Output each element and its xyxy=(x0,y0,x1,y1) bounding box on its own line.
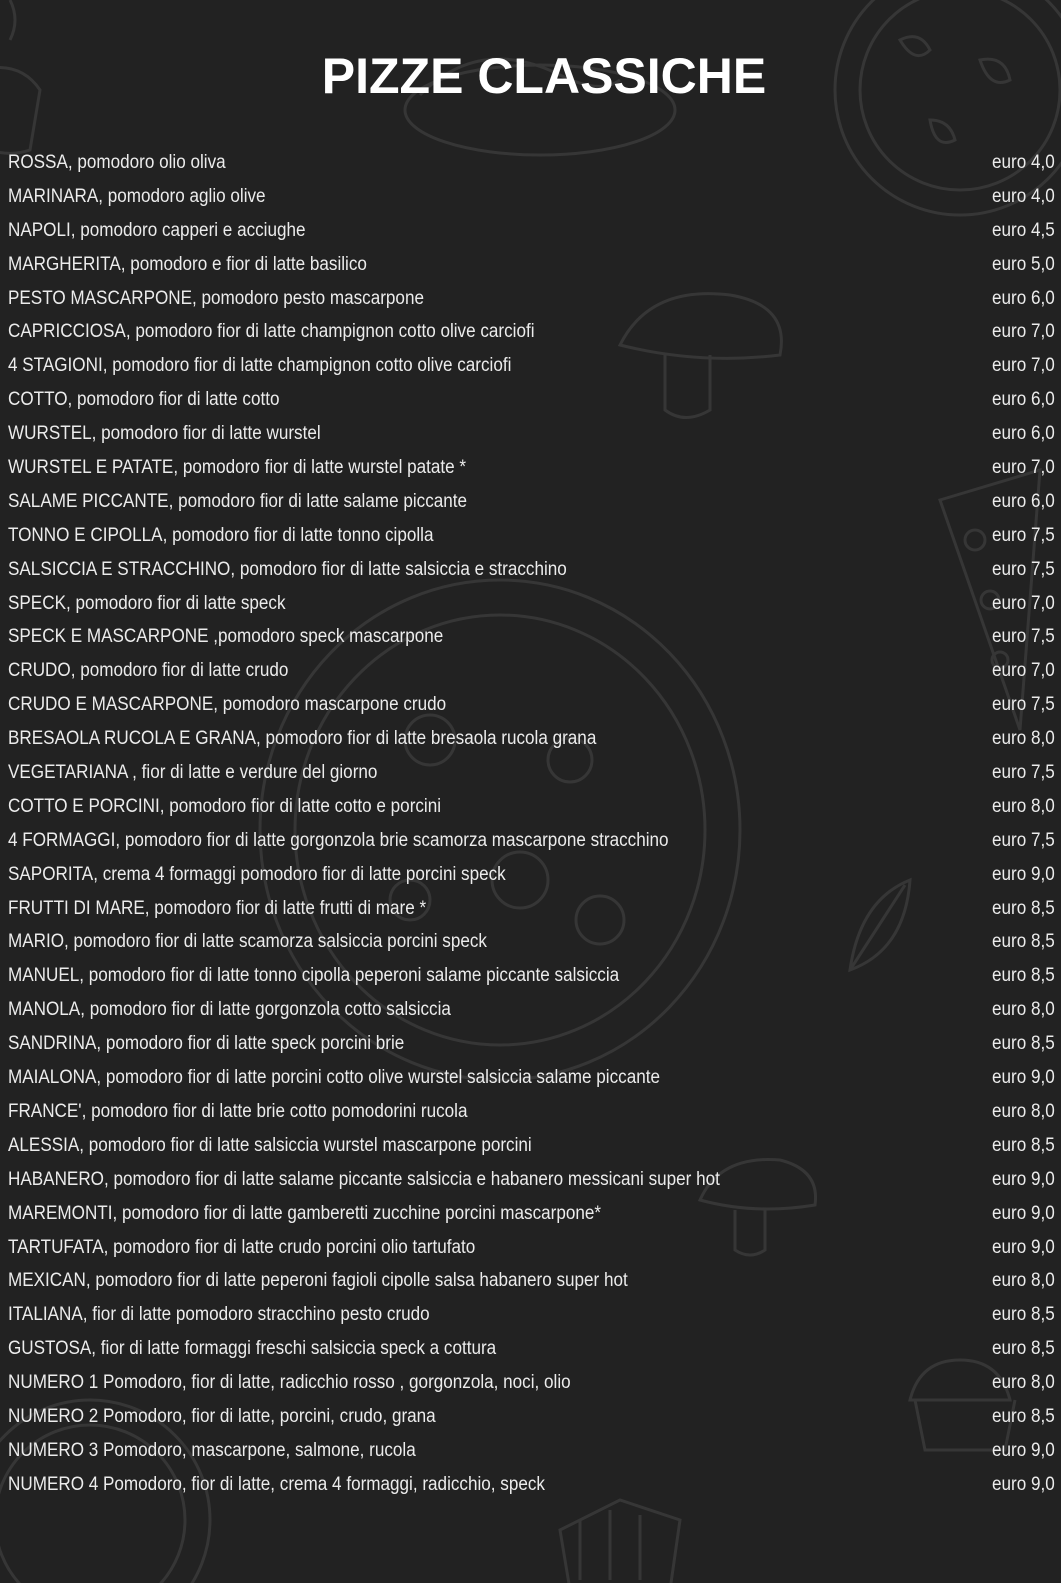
menu-item-description: TARTUFATA, pomodoro fior di latte crudo porcini olio tartufato xyxy=(8,1236,476,1258)
menu-item-description: MANOLA, pomodoro fior di latte gorgonzola cotto salsiccia xyxy=(8,999,451,1021)
menu-item xyxy=(8,1095,1061,1129)
menu-item-price: euro 7,5 xyxy=(992,694,1055,716)
menu-item-description: FRANCE', pomodoro fior di latte brie cotto pomodorini rucola xyxy=(8,1100,468,1122)
menu-item-price: euro 8,0 xyxy=(992,999,1055,1021)
menu-item xyxy=(8,553,1061,587)
menu-item-description: MEXICAN, pomodoro fior di latte peperoni fagioli cipolle salsa habanero super hot xyxy=(8,1270,628,1292)
menu-item xyxy=(8,282,1061,316)
menu-item-description: CRUDO E MASCARPONE, pomodoro mascarpone crudo xyxy=(8,694,447,716)
menu-item xyxy=(8,349,1061,383)
menu-item xyxy=(8,892,1061,926)
menu-item-price: euro 7,5 xyxy=(992,762,1055,784)
menu-item-price: euro 4,0 xyxy=(992,152,1055,173)
menu-item xyxy=(8,315,1061,349)
page-title: PIZZE CLASSICHE xyxy=(321,47,767,104)
menu-item-description: MARGHERITA, pomodoro e fior di latte basilico xyxy=(8,253,367,275)
menu-item-description: WURSTEL E PATATE, pomodoro fior di latte wurstel patate * xyxy=(8,457,467,479)
menu-item-description: FRUTTI DI MARE, pomodoro fior di latte frutti di mare * xyxy=(8,897,427,919)
menu-item xyxy=(8,925,1061,959)
menu-item xyxy=(8,180,1061,214)
menu-list xyxy=(8,146,1061,1502)
menu-item-description: MAREMONTI, pomodoro fior di latte gamberetti zucchine porcini mascarpone* xyxy=(8,1202,602,1224)
menu-item xyxy=(8,1061,1061,1095)
menu-item xyxy=(8,1197,1061,1231)
menu-item xyxy=(8,519,1061,553)
menu-item xyxy=(8,756,1061,790)
menu-item-description: NUMERO 4 Pomodoro, fior di latte, crema 4 formaggi, radicchio, speck xyxy=(8,1473,545,1495)
menu-item-description: 4 FORMAGGI, pomodoro fior di latte gorgonzola brie scamorza mascarpone stracchino xyxy=(8,829,669,851)
menu-item-price: euro 7,0 xyxy=(992,457,1055,479)
menu-item-description: CAPRICCIOSA, pomodoro fior di latte champignon cotto olive carciofi xyxy=(8,321,535,343)
menu-item-price: euro 7,0 xyxy=(992,321,1055,343)
menu-item-description: SAPORITA, crema 4 formaggi pomodoro fior di latte porcini speck xyxy=(8,863,506,885)
menu-item-price: euro 7,5 xyxy=(992,524,1055,546)
menu-item-description: NUMERO 3 Pomodoro, mascarpone, salmone, rucola xyxy=(8,1439,416,1461)
menu-item xyxy=(8,1264,1061,1298)
menu-item-description: PESTO MASCARPONE, pomodoro pesto mascarpone xyxy=(8,287,424,309)
menu-item-description: 4 STAGIONI, pomodoro fior di latte champignon cotto olive carciofi xyxy=(8,355,512,377)
menu-item-price: euro 9,0 xyxy=(992,1202,1055,1224)
menu-item-price: euro 8,5 xyxy=(992,931,1055,953)
menu-item xyxy=(8,858,1061,892)
menu-item xyxy=(8,383,1061,417)
menu-item xyxy=(8,1468,1061,1502)
menu-item xyxy=(8,1332,1061,1366)
menu-item-price: euro 6,0 xyxy=(992,389,1055,411)
menu-item-description: ITALIANA, fior di latte pomodoro stracchino pesto crudo xyxy=(8,1304,430,1326)
menu-item xyxy=(8,654,1061,688)
menu-item-description: COTTO E PORCINI, pomodoro fior di latte cotto e porcini xyxy=(8,795,442,817)
menu-item-price: euro 8,5 xyxy=(992,1033,1055,1055)
menu-item-price: euro 8,5 xyxy=(992,1134,1055,1156)
menu-item-price: euro 8,5 xyxy=(992,1304,1055,1326)
menu-item xyxy=(8,722,1061,756)
menu-item-price: euro 8,0 xyxy=(992,1372,1055,1394)
menu-item-description: SALAME PICCANTE, pomodoro fior di latte salame piccante xyxy=(8,490,468,512)
menu-item-description: TONNO E CIPOLLA, pomodoro fior di latte tonno cipolla xyxy=(8,524,434,546)
menu-item-price: euro 8,0 xyxy=(992,728,1055,750)
menu-item-description: MARIO, pomodoro fior di latte scamorza salsiccia porcini speck xyxy=(8,931,487,953)
menu-item xyxy=(8,993,1061,1027)
menu-item-price: euro 8,0 xyxy=(992,1270,1055,1292)
menu-item xyxy=(8,485,1061,519)
menu-item-price: euro 7,0 xyxy=(992,355,1055,377)
menu-item-price: euro 8,0 xyxy=(992,795,1055,817)
menu-item xyxy=(8,1129,1061,1163)
menu-item-price: euro 9,0 xyxy=(992,1473,1055,1495)
menu-item-description: NUMERO 2 Pomodoro, fior di latte, porcini, crudo, grana xyxy=(8,1405,436,1427)
menu-item-price: euro 5,0 xyxy=(992,253,1055,275)
menu-item xyxy=(8,1298,1061,1332)
basket-icon xyxy=(560,1500,680,1583)
menu-item xyxy=(8,417,1061,451)
menu-item-price: euro 4,0 xyxy=(992,185,1055,207)
menu-item-price: euro 9,0 xyxy=(992,863,1055,885)
menu-item-description: GUSTOSA, fior di latte formaggi freschi salsiccia speck a cottura xyxy=(8,1338,497,1360)
menu-item-price: euro 9,0 xyxy=(992,1236,1055,1258)
menu-item-description: ALESSIA, pomodoro fior di latte salsiccia wurstel mascarpone porcini xyxy=(8,1134,532,1156)
menu-item-price: euro 6,0 xyxy=(992,423,1055,445)
menu-item xyxy=(8,1434,1061,1468)
menu-item xyxy=(8,451,1061,485)
menu-item xyxy=(8,1231,1061,1265)
menu-item xyxy=(8,1163,1061,1197)
menu-item-description: MARINARA, pomodoro aglio olive xyxy=(8,185,266,207)
menu-item-description: MAIALONA, pomodoro fior di latte porcini cotto olive wurstel salsiccia salame piccante xyxy=(8,1067,660,1089)
menu-item-description: CRUDO, pomodoro fior di latte crudo xyxy=(8,660,289,682)
menu-item-description: MANUEL, pomodoro fior di latte tonno cipolla peperoni salame piccante salsiccia xyxy=(8,965,620,987)
menu-item-description: NAPOLI, pomodoro capperi e acciughe xyxy=(8,219,306,241)
menu-item-description: NUMERO 1 Pomodoro, fior di latte, radicchio rosso , gorgonzola, noci, olio xyxy=(8,1372,571,1394)
menu-item-description: SPECK E MASCARPONE ,pomodoro speck mascarpone xyxy=(8,626,444,648)
menu-item-description: SPECK, pomodoro fior di latte speck xyxy=(8,592,286,614)
menu-item-price: euro 7,0 xyxy=(992,660,1055,682)
menu-item-price: euro 7,5 xyxy=(992,829,1055,851)
menu-item-description: SALSICCIA E STRACCHINO, pomodoro fior di latte salsiccia e stracchino xyxy=(8,558,567,580)
menu-item-description: WURSTEL, pomodoro fior di latte wurstel xyxy=(8,423,321,445)
menu-item xyxy=(8,214,1061,248)
menu-item-description: BRESAOLA RUCOLA E GRANA, pomodoro fior di latte bresaola rucola grana xyxy=(8,728,597,750)
menu-item xyxy=(8,248,1061,282)
menu-item xyxy=(8,1400,1061,1434)
menu-item-price: euro 8,0 xyxy=(992,1100,1055,1122)
menu-item-price: euro 9,0 xyxy=(992,1439,1055,1461)
menu-item-price: euro 7,5 xyxy=(992,626,1055,648)
menu-item xyxy=(8,790,1061,824)
menu-item-price: euro 6,0 xyxy=(992,490,1055,512)
menu-item-price: euro 8,5 xyxy=(992,1405,1055,1427)
menu-item xyxy=(8,959,1061,993)
menu-item-price: euro 7,5 xyxy=(992,558,1055,580)
menu-item-price: euro 9,0 xyxy=(992,1067,1055,1089)
menu-item-price: euro 9,0 xyxy=(992,1168,1055,1190)
menu-item xyxy=(8,1027,1061,1061)
menu-item-price: euro 8,5 xyxy=(992,965,1055,987)
menu-item-price: euro 8,5 xyxy=(992,897,1055,919)
menu-item-description: HABANERO, pomodoro fior di latte salame piccante salsiccia e habanero messicani super hot xyxy=(8,1168,720,1190)
menu-item xyxy=(8,824,1061,858)
menu-item-description: ROSSA, pomodoro olio oliva xyxy=(8,152,226,173)
menu-item-price: euro 7,0 xyxy=(992,592,1055,614)
menu-item xyxy=(8,146,1061,180)
menu-item-description: COTTO, pomodoro fior di latte cotto xyxy=(8,389,280,411)
menu-item-price: euro 8,5 xyxy=(992,1338,1055,1360)
menu-item-price: euro 4,5 xyxy=(992,219,1055,241)
menu-item xyxy=(8,587,1061,621)
menu-item-price: euro 6,0 xyxy=(992,287,1055,309)
menu-item xyxy=(8,1366,1061,1400)
menu-item-description: VEGETARIANA , fior di latte e verdure del giorno xyxy=(8,762,378,784)
menu-item-description: SANDRINA, pomodoro fior di latte speck porcini brie xyxy=(8,1033,405,1055)
menu-item xyxy=(8,620,1061,654)
menu-item xyxy=(8,688,1061,722)
